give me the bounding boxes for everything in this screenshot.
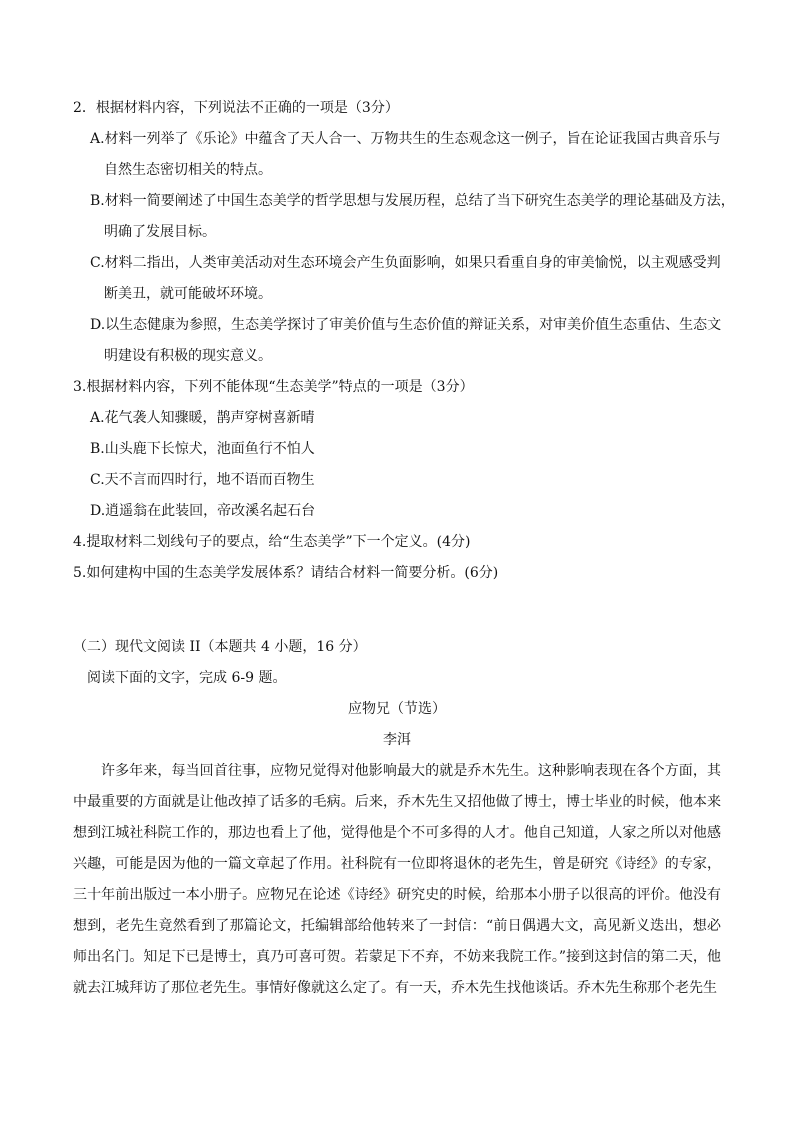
question-2-option-d-line1: D.以生态健康为参照，生态美学探讨了审美价值与生态价值的辩证关系，对审美价值生态重估、生态文 (90, 317, 722, 333)
question-2-option-a-line2: 自然生态密切相关的特点。 (104, 162, 272, 178)
passage-title: 应物兄（节选） (348, 701, 446, 717)
question-3-stem: 3.根据材料内容，下列不能体现“生态美学”特点的一项是（3分） (73, 379, 474, 395)
passage-paragraph: 许多年来，每当回首往事，应物兄觉得对他影响最大的就是乔木先生。这种影响表现在各个方面，其中最重要的方面就是让他改掉了话多的毛病。后来，乔木先生又招他做了博士，博士毕业的时候，他本来想到江城社科院工作的，那边也看上了他，觉得他是个不可多得的人才。他自己知道，人家之所以对他感兴趣，可能是因为他的一篇文章起了作用。社科院有一位即将退休的老先生，曾是研究《诗经》的专家，三十年前出版过一本小册子。应物兄在论述《诗经》研究史的时候，给那本小册子以很高的评价。他没有想到，老先生竟然看到了那篇论文，托编辑部给他转来了一封信：“前日偶遇大文，高见新义迭出，想必师出名门。知足下已是博士，真乃可喜可贺。若蒙足下不弃，不妨来我院工作。”接到这封信的第二天，他就去江城拜访了那位老先生。事情好像就这么定了。有一天，乔木先生找他谈话。乔木先生称那个老先生 (73, 763, 721, 996)
question-2-option-b-line2: 明确了发展目标。 (104, 224, 216, 240)
section-2-heading: （二）现代文阅读 II（本题共 4 小题，16 分） (73, 639, 367, 655)
question-3-option-a: A.花气袭人知骤暖，鹊声穿树喜新晴 (90, 410, 315, 426)
question-3-option-c: C.天不言而四时行，地不语而百物生 (90, 472, 315, 488)
question-2-option-a-line1: A.材料一列举了《乐论》中蕴含了天人合一、万物共生的生态观念这一例子，旨在论证我国古典音乐与 (90, 131, 721, 147)
question-2-option-c-line2: 断美丑，就可能破坏环境。 (104, 286, 272, 302)
question-2-option-c-line1: C.材料二指出，人类审美活动对生态环境会产生负面影响，如果只看重自身的审美愉悦，以主观感受判 (90, 255, 721, 271)
question-2-option-d-line2: 明建设有积极的现实意义。 (104, 348, 272, 364)
passage-author: 李洱 (383, 732, 411, 748)
question-3-option-b: B.山头鹿下长惊犬，池面鱼行不怕人 (90, 441, 315, 457)
question-5: 5.如何建构中国的生态美学发展体系？请结合材料一简要分析。(6分) (73, 565, 499, 581)
question-2-stem: 2．根据材料内容，下列说法不正确的一项是（3分） (73, 100, 399, 116)
question-4: 4.提取材料二划线句子的要点，给“生态美学”下一个定义。(4分) (73, 534, 471, 550)
section-2-instruction: 阅读下面的文字，完成 6-9 题。 (87, 670, 287, 686)
question-2-option-b-line1: B.材料一简要阐述了中国生态美学的哲学思想与发展历程，总结了当下研究生态美学的理论基础及方法， (90, 193, 735, 209)
question-3-option-d: D.逍遥翁在此装回，帝改溪名起石台 (90, 503, 316, 519)
